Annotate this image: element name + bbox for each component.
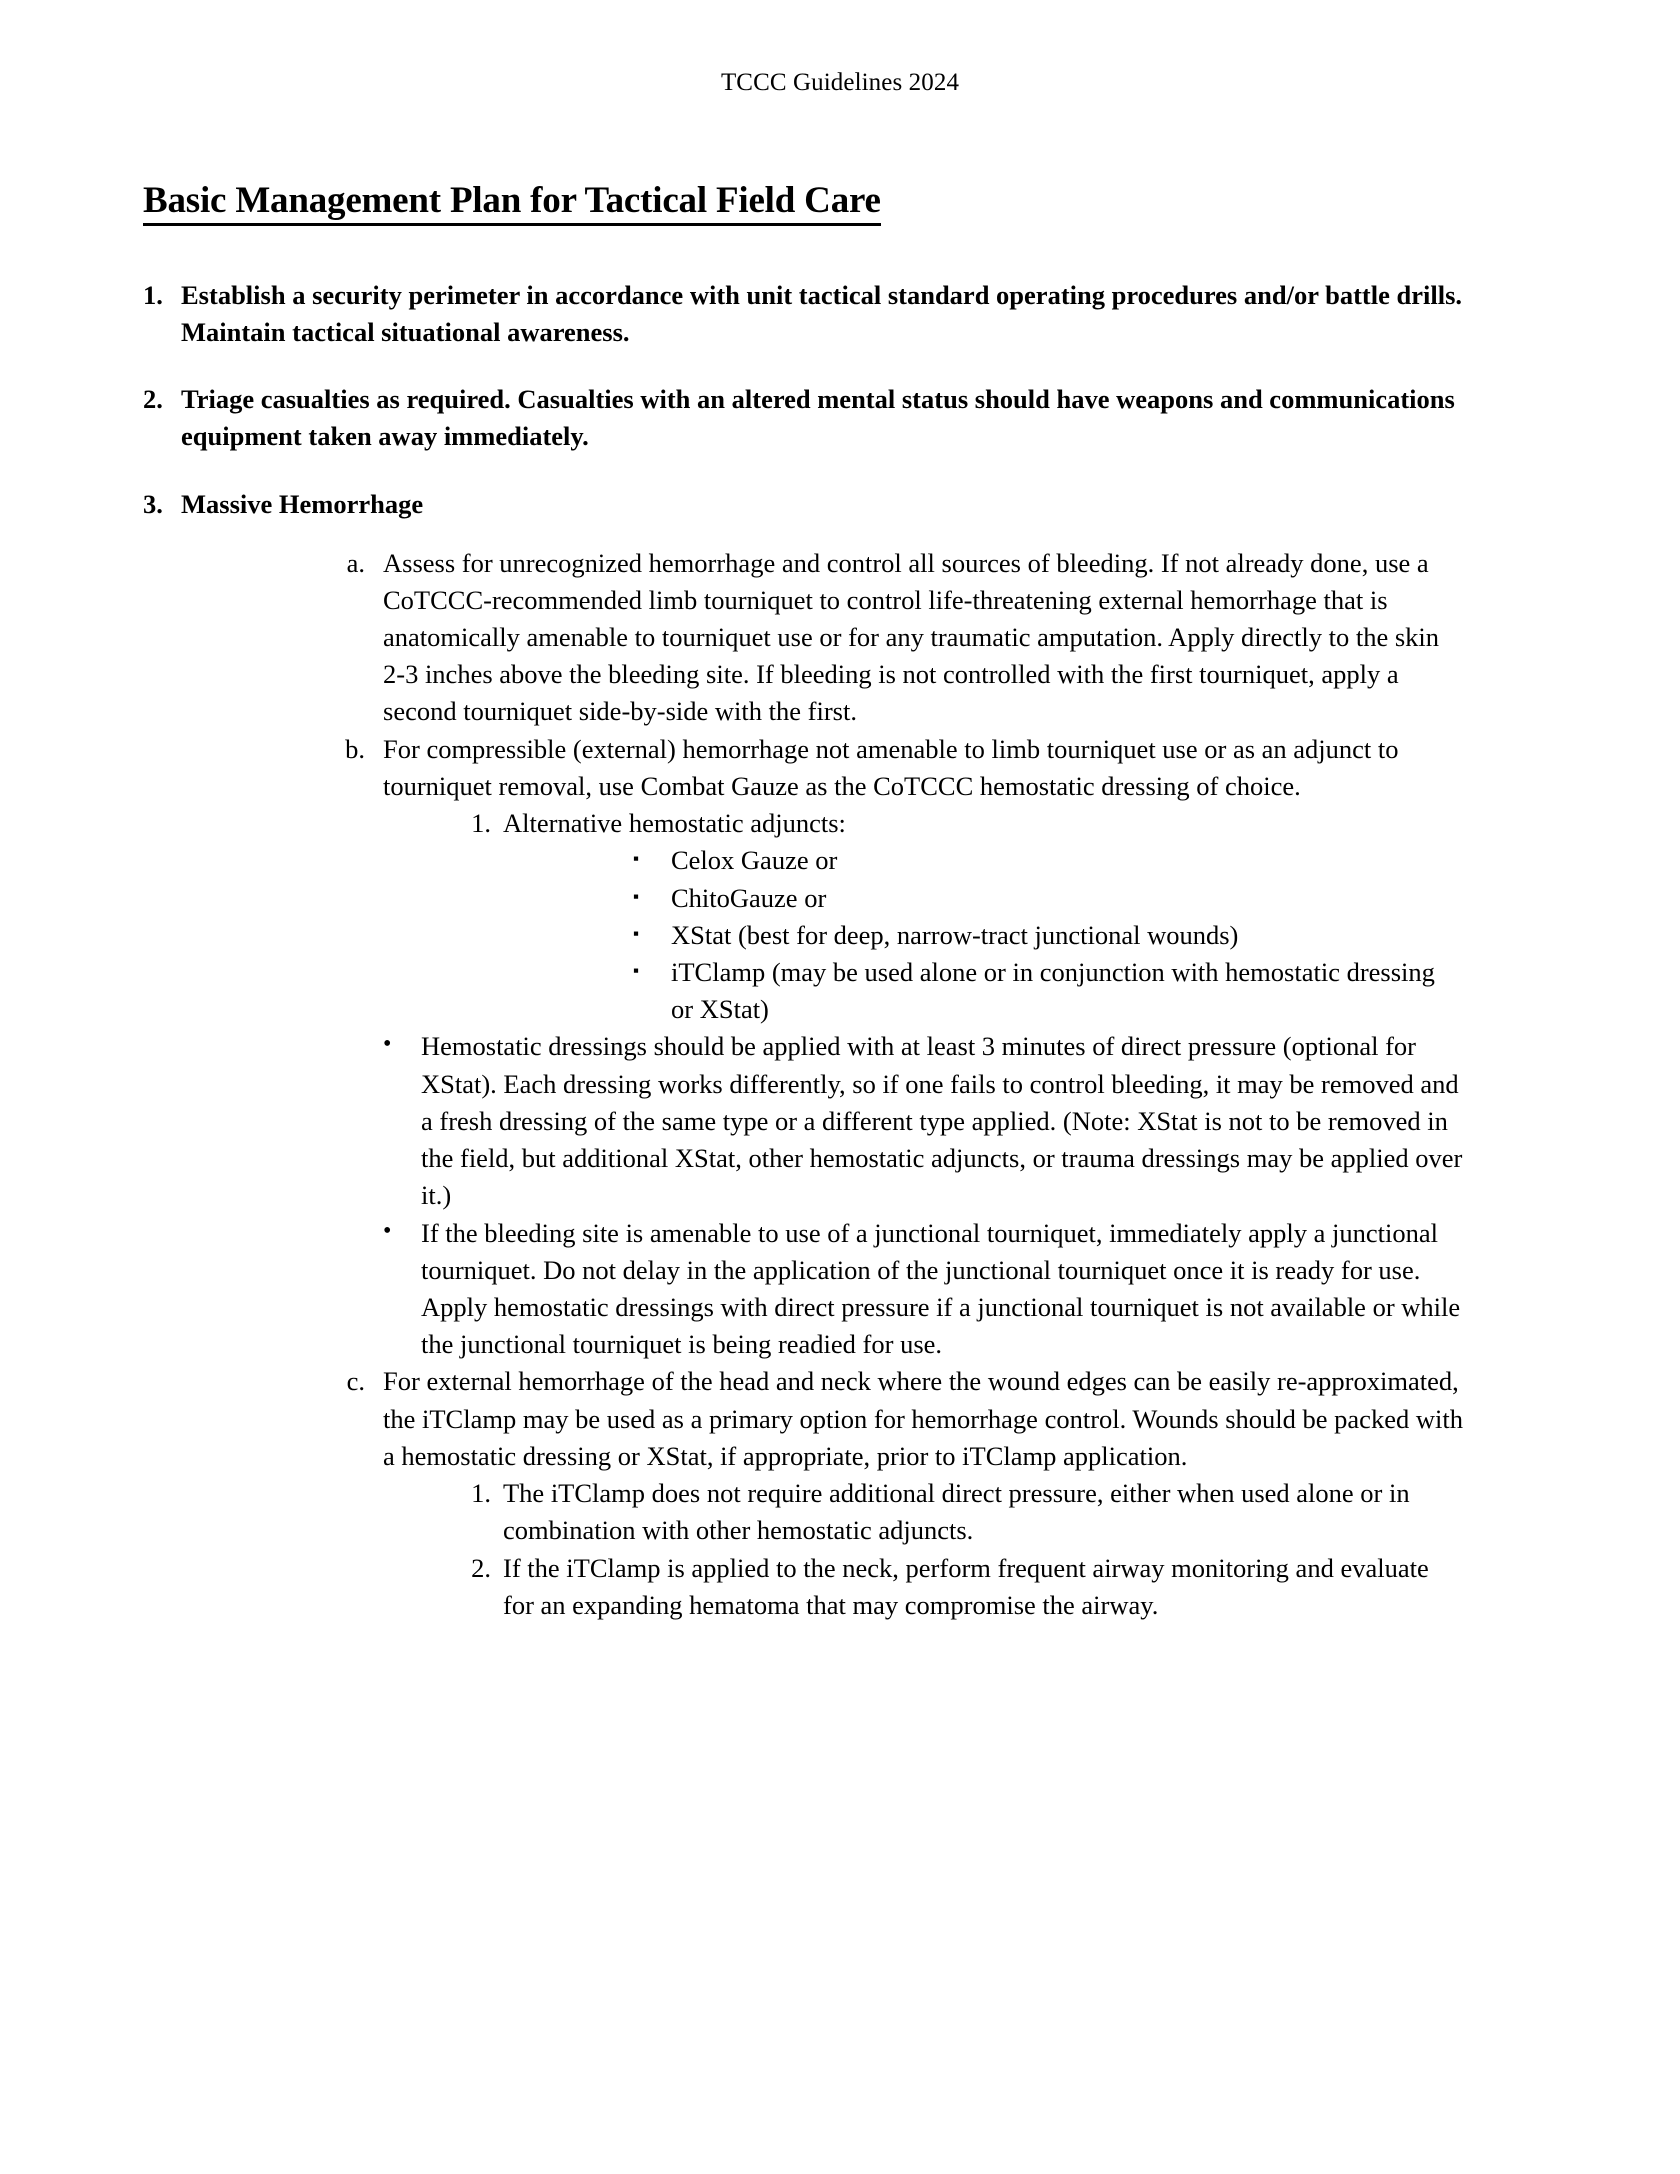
list-item (503, 954, 1463, 1028)
sub-item-text: Assess for unrecognized hemorrhage and control all sources of bleeding. If not already done, use a CoTCCC-recommended limb tourniquet to control life-threatening external hemorrhage that is anatomically amenable to tourniquet use or for any traumatic amputation. Apply directly to the skin 2-3 inches above the bleeding site. If bleeding is not controlled with the first tourniquet, apply a second tourniquet side-by-side with the first. (383, 547, 1440, 727)
list-marker: 3. (143, 488, 163, 519)
list-item (503, 842, 1463, 879)
list-item-3 (143, 486, 1463, 1624)
list-item-text: Celox Gauze or (671, 845, 838, 876)
list-item-text: Massive Hemorrhage (181, 488, 424, 519)
sub-item-marker: 1. (471, 808, 491, 839)
square-bullet-icon: ▪ (633, 961, 640, 980)
square-bullet-icon: ▪ (633, 849, 640, 869)
sub-item-text: The iTClamp does not require additional direct pressure, either when used alone or in combination with other hemostatic adjuncts. (503, 1478, 1410, 1546)
round-bullet-icon: • (383, 1031, 392, 1058)
list-marker: 1. (143, 280, 163, 311)
adjuncts-square-bullet-list (503, 842, 1463, 1028)
list-item-text: Establish a security perimeter in accordance with unit tactical standard operating procedures and/or battle drills. Maintain tactical situational awareness. (181, 280, 1463, 348)
list-item-text: iTClamp (may be used alone or in conjunction with hemostatic dressing or XStat) (671, 957, 1435, 1025)
square-bullet-icon: ▪ (633, 923, 640, 943)
sub-item-a (181, 545, 1463, 731)
round-bullet-icon: • (383, 1217, 392, 1244)
list-item (503, 880, 1463, 917)
sub-item-marker: 2. (471, 1552, 491, 1583)
page-title (143, 178, 1463, 223)
list-item-2 (143, 381, 1463, 455)
list-item (383, 1215, 1463, 1364)
list-item (503, 917, 1463, 954)
list-item-text: If the bleeding site is amenable to use of a junctional tourniquet, immediately apply a junctional tourniquet. Do not delay in the application of the junctional tourniquet once it is ready for use. Apply hemostatic dressings with direct pressure if a junctional tourniquet is not available or while the junctional tourniquet is being readied for use. (421, 1217, 1461, 1360)
sub-item-text: Alternative hemostatic adjuncts: (503, 808, 846, 839)
sub-item-b-1 (383, 805, 1463, 1028)
list-item (383, 1028, 1463, 1214)
list-item-text: XStat (best for deep, narrow-tract junctional wounds) (671, 919, 1239, 950)
list-item-text: Hemostatic dressings should be applied with at least 3 minutes of direct pressure (optional for XStat). Each dressing works differently, so if one fails to control bleeding, it may be removed and a fresh dressing of the same type or a different type applied. (Note: XStat is not to be removed in the field, but additional XStat, other hemostatic adjuncts, or trauma dressings may be applied over it.) (421, 1031, 1463, 1211)
sub-item-marker: a. (346, 547, 365, 578)
sub-item-text: For compressible (external) hemorrhage not amenable to limb tourniquet use or as an adjunct to tourniquet removal, use Combat Gauze as the CoTCCC hemostatic dressing of choice. (383, 733, 1399, 801)
sub-item-text: If the iTClamp is applied to the neck, perform frequent airway monitoring and evaluate for an expanding hematoma that may compromise the airway. (503, 1552, 1429, 1620)
sub-item-marker: c. (346, 1366, 365, 1397)
sub-item-b (181, 731, 1463, 1364)
page-title-text: Basic Management Plan for Tactical Field Care (143, 180, 881, 226)
running-header (0, 68, 1680, 98)
hemostatic-bullet-list (383, 1028, 1463, 1363)
list-item-text: Triage casualties as required. Casualties with an altered mental status should have weapons and communications equipment taken away immediately. (181, 384, 1455, 452)
sub-item-marker: 1. (471, 1478, 491, 1509)
sub-item-text: For external hemorrhage of the head and neck where the wound edges can be easily re-approximated, the iTClamp may be used as a primary option for hemorrhage control. Wounds should be packed with a hemostatic dressing or XStat, if appropriate, prior to iTClamp application. (383, 1366, 1463, 1471)
sub-item-c-2 (383, 1550, 1463, 1624)
sub-list-c-numbered (383, 1475, 1463, 1624)
sub-item-c (181, 1363, 1463, 1624)
sub-list-alpha (181, 545, 1463, 1624)
main-ordered-list (143, 277, 1463, 1624)
sub-item-marker: b. (345, 733, 365, 764)
sub-item-c-1 (383, 1475, 1463, 1549)
list-marker: 2. (143, 384, 163, 415)
square-bullet-icon: ▪ (633, 886, 640, 906)
list-item-text: ChitoGauze or (671, 882, 827, 913)
running-header-text: TCCC Guidelines 2024 (720, 69, 960, 96)
document-body (143, 178, 1463, 1654)
list-item-1 (143, 277, 1463, 351)
sub-list-b-numbered (383, 805, 1463, 1028)
